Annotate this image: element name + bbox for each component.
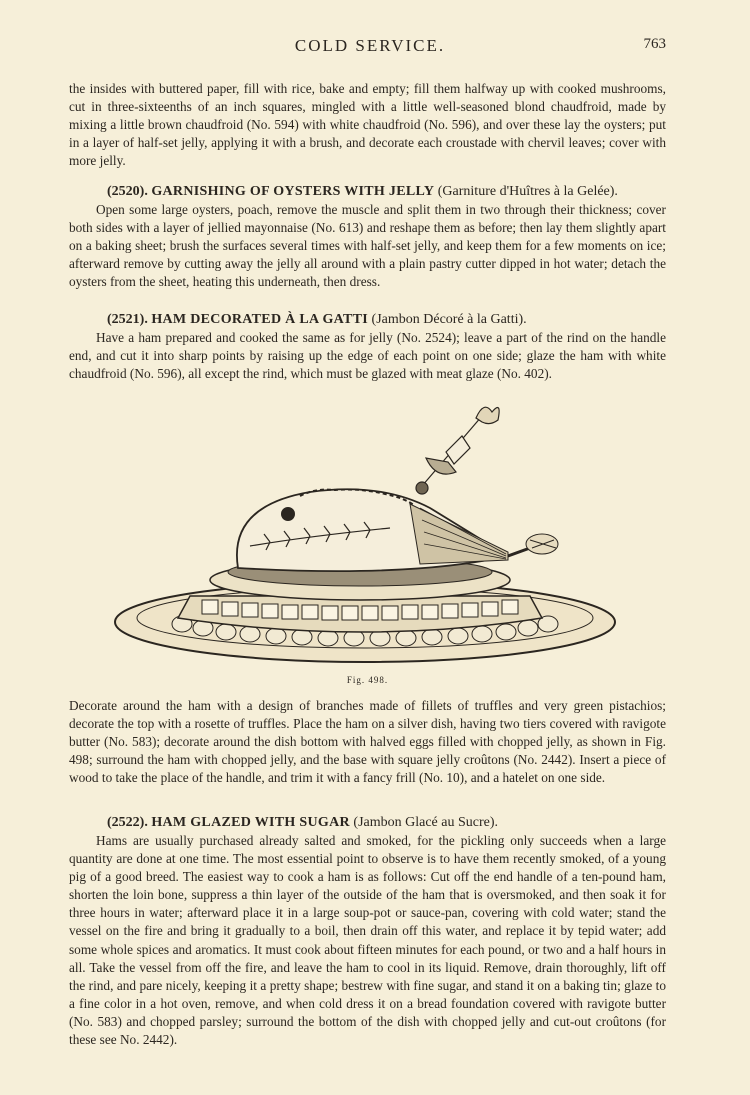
figure-description	[69, 697, 666, 787]
recipe-number: (2521).	[107, 312, 148, 327]
hatelet	[416, 407, 499, 494]
recipe-paragraph: Open some large oysters, poach, remove the muscle and split them in two through their thickness; cover both sides with a layer of jellied mayonnaise (No. 613) and reshape them as before; then lay them slightly apart on a baking sheet; brush the surfaces several times with half-set jelly, and keep them for a few moments on ice; afterward remove by cutting away the jelly all around with a plain pastry cutter dipped in hot water; detach the oysters from the sheet, heating this underneath, then dress.	[69, 202, 666, 290]
page-number: 763	[643, 36, 666, 52]
recipe-2522	[69, 814, 666, 1049]
recipe-title: HAM DECORATED À LA GATTI	[151, 312, 369, 327]
recipe-paragraph: Have a ham prepared and cooked the same as for jelly (No. 2524); leave a part of the rind on the handle end, and cut it into sharp points by raising up the edge of each point on one side; glaze the ham with white chaudfroid (No. 596), all except the rind, which must be glazed with meat glaze (No. 402).	[69, 330, 666, 382]
figure-paragraph: Decorate around the ham with a design of branches made of fillets of truffles and very green pistachios; decorate the top with a rosette of truffles. Place the ham on a silver dish, having two tiers covered with ravigote butter (No. 583); decorate around the dish bottom with halved eggs filled with chopped jelly, as shown in Fig. 498; surround the ham with chopped jelly, and the base with square jelly croûtons (No. 2442). Insert a piece of wood to take the place of the handle, and trim it with a fancy frill (No. 10), and a hatelet on one side.	[69, 698, 666, 786]
recipe-2521	[69, 311, 666, 383]
intro-block	[69, 80, 666, 170]
running-title: COLD SERVICE.	[294, 36, 446, 55]
recipe-paragraph: Hams are usually purchased already salted and smoked, for the pickling only succeeds when a large quantity are done at one time. The most essential point to observe is to have them recently smoked, of a young pig of a good breed. The easiest way to cook a ham is as follows: Cut off the end handle of a ten-pound ham, shorten the loin bone, suppress a thin layer of the outside of the ham that is oversmoked, and then soak it for three hours in water; afterward place it in a large soup-pot or sauce-pan, covering with cold water; stand the vessel on the fire and bring it gradually to a boil, then drain off this water, and replace it by tepid water; add some whole spices and aromatics. It must cook about fifteen minutes for each pound, or two and a half hours in all. Take the vessel from off the fire, and leave the ham to cool in its liquid. Remove, drain thoroughly, lift off the rind, and pare nicely, keeping it a pretty shape; bestrew with fine sugar, and stand it on a baking tin; glaze to a fine color in a hot oven, remove, and when cold dress it on a bread foundation covered with ravigote butter (No. 583) and chopped parsley; surround the bottom of the dish with chopped jelly and cut-out croûtons (for these see No. 2442).	[69, 833, 666, 1048]
ham-rind	[410, 504, 508, 564]
recipe-subtitle: (Jambon Décoré à la Gatti).	[371, 312, 527, 327]
recipe-number: (2522).	[107, 815, 148, 830]
recipe-subtitle: (Jambon Glacé au Sucre).	[353, 815, 499, 830]
recipe-title: GARNISHING OF OYSTERS WITH JELLY	[151, 184, 435, 199]
recipe-heading	[69, 814, 666, 832]
recipe-heading	[69, 311, 666, 329]
recipe-number: (2520).	[107, 184, 148, 199]
recipe-2520	[69, 183, 666, 291]
truffle-rosette	[281, 507, 295, 521]
handle-frill	[508, 534, 558, 556]
recipe-subtitle: (Garniture d'Huîtres à la Gelée).	[437, 184, 618, 199]
figure-caption: Fig. 498.	[346, 675, 389, 685]
intro-paragraph: the insides with buttered paper, fill with rice, bake and empty; fill them halfway up with cooked mushrooms, cut in three-sixteenths of an inch squares, mingled with a little well-seasoned blond chaudfroid, made by mixing a little brown chaudfroid (No. 594) with white chaudfroid (No. 596), and over these lay the oysters; put in a layer of half-set jelly, applying it with a brush, and decorate each croustade with chervil leaves; cover with more jelly.	[69, 81, 666, 169]
ham-illustration	[110, 396, 630, 668]
page-header	[0, 36, 750, 60]
recipe-title: HAM GLAZED WITH SUGAR	[151, 815, 350, 830]
recipe-heading	[69, 183, 666, 201]
